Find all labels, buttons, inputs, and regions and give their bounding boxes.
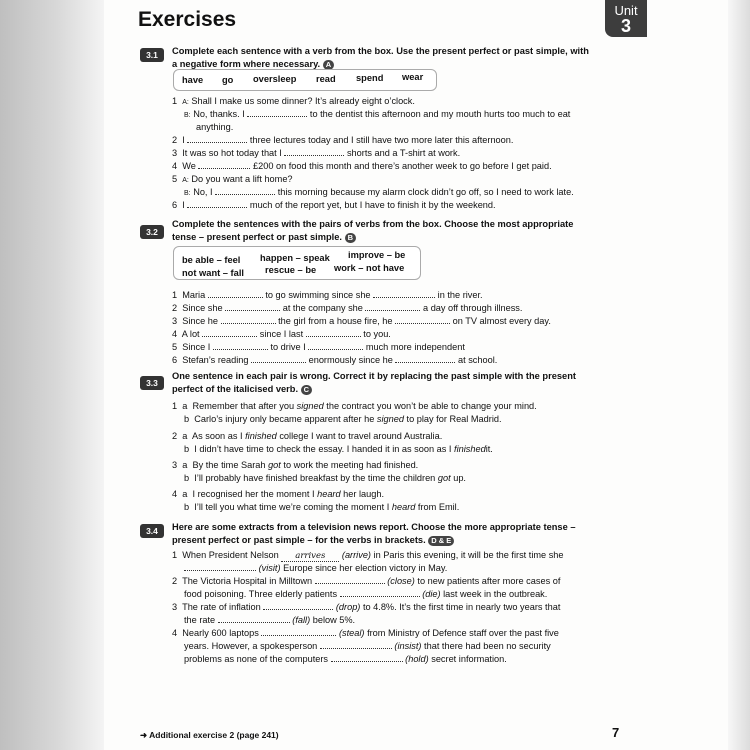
- answer-blank[interactable]: [263, 601, 333, 610]
- instruction-3-1-text2: a negative form where necessary.: [172, 59, 321, 69]
- answer-blank[interactable]: [202, 328, 257, 337]
- italic-verb: finished: [245, 431, 277, 441]
- verb-prompt: (visit): [258, 563, 281, 573]
- speaker-label: B:: [184, 190, 191, 197]
- answer-blank[interactable]: [395, 315, 450, 324]
- grammar-ref-badge: D & E: [428, 536, 454, 546]
- instruction-3-4-line2: [172, 534, 454, 547]
- sentence: [172, 289, 483, 302]
- sentence-text: Since I: [182, 342, 211, 352]
- sentence: [172, 627, 559, 640]
- pair-item: be able – feel: [182, 255, 241, 265]
- sentence-text: No, thanks. I: [193, 109, 245, 119]
- answer-blank[interactable]: [365, 302, 420, 311]
- sentence-text: shorts and a T-shirt at work.: [346, 148, 461, 158]
- additional-exercise-text: Additional exercise 2 (page 241): [149, 730, 279, 740]
- sentence-text: to work the meeting had finished.: [283, 460, 419, 470]
- page-number: 7: [612, 725, 620, 740]
- sentence: [172, 575, 560, 588]
- sentence: [172, 488, 384, 501]
- sentence-text: When President Nelson: [182, 550, 279, 560]
- item-number: 4: [172, 161, 178, 171]
- sentence: [184, 472, 466, 485]
- item-letter: a: [182, 431, 188, 441]
- answer-blank[interactable]: [306, 328, 361, 337]
- sentence-text: Shall I make us some dinner? It’s already eight o’clock.: [191, 96, 415, 106]
- answer-blank[interactable]: [225, 302, 280, 311]
- sentence: [172, 134, 513, 147]
- sentence-text: to the dentist this afternoon and my mouth hurts too much to eat: [309, 109, 571, 119]
- sentence: [184, 562, 447, 575]
- sentence-text: at school.: [457, 355, 498, 365]
- sentence-text: on TV almost every day.: [452, 316, 551, 326]
- sentence: [172, 328, 391, 341]
- exercise-number-3-3: 3.3: [140, 376, 164, 390]
- sentence: [172, 173, 293, 187]
- italic-verb: signed: [296, 401, 324, 411]
- answer-blank[interactable]: [184, 562, 256, 571]
- sentence-text: college I want to travel around Australia.: [279, 431, 443, 441]
- answer-blank[interactable]: [187, 199, 247, 208]
- exercise-number-3-4: 3.4: [140, 524, 164, 538]
- sentence: [172, 199, 496, 212]
- verb-prompt: (arrive): [341, 550, 371, 560]
- sentence-text: to you.: [363, 329, 391, 339]
- answer-blank[interactable]: [198, 160, 250, 169]
- sentence-text: The Victoria Hospital in Milltown: [182, 576, 313, 586]
- sentence-text: the contract you won’t be able to change your mind.: [326, 401, 537, 411]
- italic-verb: heard: [317, 489, 341, 499]
- sentence-text: to new patients after more cases of: [417, 576, 561, 586]
- unit-number: 3: [620, 16, 631, 36]
- answer-blank[interactable]: [213, 341, 268, 350]
- instruction-3-3-line2: [172, 383, 312, 396]
- sentence-text: No, I: [193, 187, 213, 197]
- sentence: [172, 354, 497, 367]
- unit-tab: [605, 0, 647, 37]
- instruction-3-4-text2: present perfect or past simple – for the verbs in brackets.: [172, 535, 426, 545]
- item-number: 1: [172, 550, 178, 560]
- sentence-text: in Paris this evening, it will be the first time she: [373, 550, 564, 560]
- sentence-text: three lectures today and I still have two more later this afternoon.: [249, 135, 514, 145]
- sentence-text: Maria: [182, 290, 206, 300]
- verb-prompt: (drop): [335, 602, 361, 612]
- sentence-text: Since she: [182, 303, 223, 313]
- sentence-text: We: [182, 161, 196, 171]
- item-number: 2: [172, 576, 178, 586]
- item-letter: b: [184, 414, 190, 424]
- speaker-label: B:: [184, 112, 191, 119]
- sentence-text: food poisoning. Three elderly patients: [184, 589, 338, 599]
- item-number: 6: [172, 200, 178, 210]
- answer-blank[interactable]: [261, 627, 336, 636]
- sentence-text: last week in the outbreak.: [443, 589, 548, 599]
- answer-blank[interactable]: [187, 134, 247, 143]
- item-number: 6: [172, 355, 178, 365]
- sentence-text: it.: [485, 444, 493, 454]
- word-box-item: go: [222, 75, 234, 85]
- sentence-text: the girl from a house fire, he: [278, 316, 393, 326]
- arrow-right-icon: ➜: [140, 730, 148, 740]
- sentence-text: problems as none of the computers: [184, 654, 329, 664]
- speaker-label: A:: [182, 177, 189, 184]
- italic-verb: finished: [454, 444, 486, 454]
- verb-prompt: (insist): [394, 641, 422, 651]
- unit-label: Unit: [614, 3, 638, 18]
- handwritten-answer[interactable]: arrives: [281, 552, 339, 562]
- item-number: 3: [172, 460, 178, 470]
- sentence-text: this morning because my alarm clock didn’t go off, so I need to work late.: [277, 187, 574, 197]
- italic-verb: signed: [376, 414, 404, 424]
- instruction-3-2: Complete the sentences with the pairs of verbs from the box. Choose the most appropriate: [172, 219, 574, 229]
- item-letter: a: [182, 489, 188, 499]
- sentence-text: Do you want a lift home?: [191, 174, 293, 184]
- item-letter: a: [182, 460, 188, 470]
- item-number: 1: [172, 96, 178, 106]
- sentence: [184, 653, 507, 666]
- page-title: Exercises: [138, 8, 237, 31]
- sentence-text: to 4.8%. It’s the first time in nearly two years that: [362, 602, 561, 612]
- item-number: 3: [172, 602, 178, 612]
- sentence: [184, 614, 355, 627]
- instruction-3-4: Here are some extracts from a television news report. Choose the more appropriate tense –: [172, 522, 576, 532]
- pair-item: improve – be: [348, 250, 406, 260]
- answer-blank[interactable]: [331, 653, 403, 662]
- exercise-number-3-1: 3.1: [140, 48, 164, 62]
- sentence-text: A lot: [181, 329, 200, 339]
- grammar-ref-badge: C: [301, 385, 312, 395]
- sentence-text: secret information.: [431, 654, 507, 664]
- sentence-text: since I last: [259, 329, 304, 339]
- verb-prompt: (die): [422, 589, 441, 599]
- answer-blank[interactable]: [395, 354, 455, 363]
- sentence: [184, 501, 459, 514]
- word-box-3-1: [173, 69, 437, 91]
- sentence: [172, 315, 551, 328]
- item-number: 1: [172, 401, 178, 411]
- sentence-text: to drive I: [270, 342, 306, 352]
- word-box-item: have: [182, 75, 204, 85]
- word-box-item: spend: [356, 73, 384, 83]
- sentence-text: to go swimming since she: [265, 290, 371, 300]
- sentence-text: enormously since he: [308, 355, 393, 365]
- verb-prompt: (hold): [405, 654, 429, 664]
- sentence-text: Nearly 600 laptops: [182, 628, 259, 638]
- answer-blank[interactable]: [340, 588, 420, 597]
- sentence: [172, 459, 418, 472]
- item-letter: b: [184, 502, 190, 512]
- sentence: [172, 400, 537, 413]
- sentence-text: in the river.: [437, 290, 483, 300]
- sentence-text: Stefan’s reading: [182, 355, 249, 365]
- grammar-ref-badge: A: [323, 60, 334, 70]
- answer-blank[interactable]: [215, 186, 275, 195]
- sentence: [172, 341, 465, 354]
- instruction-3-3-text2: perfect of the italicised verb.: [172, 384, 299, 394]
- sentence-text: up.: [453, 473, 466, 483]
- pair-item: not want – fall: [182, 268, 244, 278]
- sentence-text: to play for Real Madrid.: [406, 414, 502, 424]
- page-edge: [728, 0, 750, 750]
- answer-blank[interactable]: [315, 575, 385, 584]
- answer-blank[interactable]: [373, 289, 435, 298]
- sentence-text: at the company she: [282, 303, 363, 313]
- speaker-label: A:: [182, 99, 189, 106]
- pair-item: work – not have: [334, 263, 405, 273]
- sentence: [172, 95, 415, 109]
- item-number: 2: [172, 431, 178, 441]
- sentence: [184, 588, 547, 601]
- sentence: [184, 443, 493, 456]
- sentence-text: I’ll tell you what time we’re coming the moment I: [194, 502, 390, 512]
- item-number: 5: [172, 174, 178, 184]
- sentence-text: Europe since her election victory in May.: [283, 563, 448, 573]
- verb-prompt: (close): [387, 576, 415, 586]
- item-number: 4: [172, 329, 178, 339]
- sentence: [184, 413, 502, 426]
- sentence-text: £200 on food this month and there’s another week to go before I get paid.: [252, 161, 552, 171]
- sentence-text: Remember that after you: [192, 401, 295, 411]
- item-number: 4: [172, 628, 178, 638]
- sentence-text: As soon as I: [191, 431, 243, 441]
- sentence-text: Carlo’s injury only became apparent after he: [194, 414, 375, 424]
- sentence-text: much more independent: [365, 342, 465, 352]
- sentence-text: I: [182, 200, 185, 210]
- instruction-3-2-text2: tense – present perfect or past simple.: [172, 232, 342, 242]
- item-letter: b: [184, 444, 190, 454]
- item-number: 3: [172, 316, 178, 326]
- sentence-text: her laugh.: [343, 489, 385, 499]
- instruction-3-3: One sentence in each pair is wrong. Correct it by replacing the past simple with the present: [172, 371, 576, 381]
- sentence-text: below 5%.: [312, 615, 356, 625]
- answer-blank[interactable]: [308, 341, 363, 350]
- sentence-text: By the time Sarah: [192, 460, 266, 470]
- sentence-text: the rate: [184, 615, 216, 625]
- item-number: 1: [172, 290, 178, 300]
- verb-prompt: (steal): [338, 628, 365, 638]
- sentence-text: a day off through illness.: [423, 303, 523, 313]
- sentence: anything.: [196, 122, 234, 132]
- sentence-text: years. However, a spokesperson: [184, 641, 318, 651]
- sentence-text: It was so hot today that I: [182, 148, 282, 158]
- grammar-ref-badge: B: [345, 233, 356, 243]
- sentence-text: much of the report yet, but I have to finish it by the weekend.: [249, 200, 496, 210]
- pair-item: rescue – be: [265, 265, 317, 275]
- sentence: [184, 108, 570, 122]
- binding-shadow: [0, 0, 104, 750]
- italic-verb: got: [437, 473, 451, 483]
- sentence-text: The rate of inflation: [182, 602, 261, 612]
- sentence: [172, 549, 564, 562]
- italic-verb: heard: [391, 502, 416, 512]
- exercise-number-3-2: 3.2: [140, 225, 164, 239]
- pair-item: happen – speak: [260, 253, 330, 263]
- instruction-3-2-line2: [172, 231, 356, 244]
- sentence: [172, 147, 460, 160]
- word-box-item: oversleep: [253, 74, 297, 84]
- sentence-text: I didn’t have time to check the essay. I handed it in as soon as I: [194, 444, 452, 454]
- sentence-text: from Emil.: [417, 502, 460, 512]
- sentence: [172, 430, 442, 443]
- answer-blank[interactable]: [247, 108, 307, 117]
- item-letter: b: [184, 473, 190, 483]
- answer-blank[interactable]: [218, 614, 290, 623]
- item-number: 5: [172, 342, 178, 352]
- sentence: [172, 601, 560, 614]
- item-number: 2: [172, 303, 178, 313]
- sentence: [184, 186, 574, 200]
- answer-blank[interactable]: [251, 354, 306, 363]
- item-number: 2: [172, 135, 178, 145]
- answer-blank[interactable]: [320, 640, 392, 649]
- item-number: 4: [172, 489, 178, 499]
- sentence-text: I: [182, 135, 185, 145]
- answer-blank[interactable]: [208, 289, 263, 298]
- sentence-text: that there had been no security: [424, 641, 551, 651]
- answer-blank[interactable]: [221, 315, 276, 324]
- item-letter: a: [182, 401, 188, 411]
- answer-blank[interactable]: [284, 147, 344, 156]
- sentence-text: Since he: [182, 316, 218, 326]
- sentence-text: from Ministry of Defence staff over the past five: [367, 628, 559, 638]
- sentence-text: I recognised her the moment I: [192, 489, 315, 499]
- sentence: [184, 640, 551, 653]
- sentence: [172, 302, 522, 315]
- verb-prompt: (fall): [292, 615, 311, 625]
- sentence-text: I’ll probably have finished breakfast by the time the children: [194, 473, 436, 483]
- additional-exercise-link[interactable]: [140, 730, 279, 741]
- sentence: [172, 160, 552, 173]
- word-box-item: read: [316, 74, 336, 84]
- word-box-item: wear: [402, 72, 424, 82]
- italic-verb: got: [268, 460, 281, 470]
- item-number: 3: [172, 148, 178, 158]
- instruction-3-1: Complete each sentence with a verb from the box. Use the present perfect or past simple, with: [172, 46, 589, 56]
